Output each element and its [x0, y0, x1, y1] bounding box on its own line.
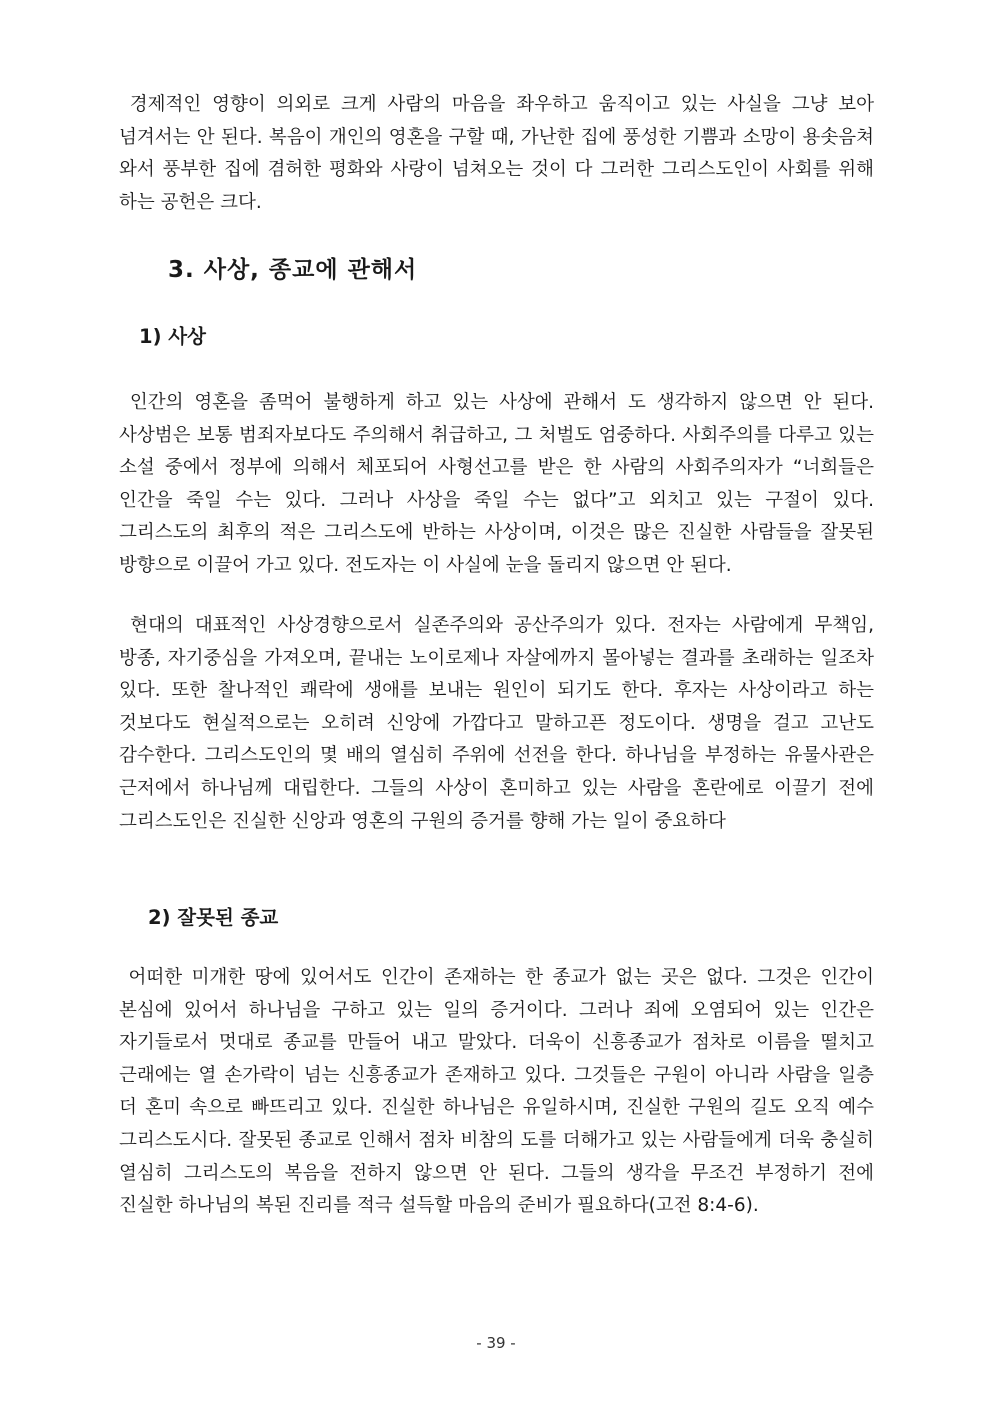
thought-paragraph-2: 현대의 대표적인 사상경향으로서 실존주의와 공산주의가 있다. 전자는 사람에게 무책임, 방종, 자기중심을 가져오며, 끝내는 노이로제나 자살에까지 몰아넣는 결과를 초래하는 일조차 있다. 또한 찰나적인 쾌락에 생애를 보내는 원인이 되기도 한다. 후자는 사상이라고 하는 것보다도 현실적으로는 오히려 신앙에 가깝다고 말하고픈 정도이다. 생명을 걸고 고난도 감수한다. 그리스도인의 몇 배의 열심히 주위에 선전을 한다. 하나님을 부정하는 유물사관은 근저에서 하나님께 대립한다. 그들의 사상이 혼미하고 있는 사람을 혼란에로 이끌기 전에 그리스도인은 진실한 신앙과 영혼의 구원의 증거를 향해 가는 일이 중요하다	[119, 615, 880, 832]
false-religion-paragraph: 어떠한 미개한 땅에 있어서도 인간이 존재하는 한 종교가 없는 곳은 없다. 그것은 인간이 본심에 있어서 하나님을 구하고 있는 일의 증거이다. 그러나 죄에 오염되어 있는 인간은 자기들로서 멋대로 종교를 만들어 내고 말았다. 더욱이 신흥종교가 점차로 이름을 떨치고 근래에는 열 손가락이 넘는 신흥종교가 존재하고 있다. 그것들은 구원이 아니라 사람을 일층 더 혼미 속으로 빠뜨리고 있다. 진실한 하나님은 유일하시며, 진실한 구원의 길도 오직 예수 그리스도시다. 잘못된 종교로 인해서 점차 비참의 도를 더해가고 있는 사람들에게 더욱 충실히 열심히 그리스도의 복음을 전하지 않으면 안 된다. 그들의 생각을 무조건 부정하기 전에 진실한 하나님의 복된 진리를 적극 설득할 마음의 준비가 필요하다(고전 8:4-6).	[119, 967, 880, 1217]
page-number: - 39 -	[476, 1334, 516, 1352]
subsection-heading-false-religion: 2) 잘못된 종교	[148, 906, 279, 929]
intro-paragraph: 경제적인 영향이 의외로 크게 사람의 마음을 좌우하고 움직이고 있는 사실을 그냥 보아 넘겨서는 안 된다. 복음이 개인의 영혼을 구할 때, 가난한 집에 풍성한 기쁨과 소망이 용솟음쳐 와서 풍부한 집에 겸허한 평화와 사랑이 넘쳐오는 것이 다 그러한 그리스도인이 사회를 위해 하는 공헌은 크다.	[119, 94, 880, 213]
section-heading: 3. 사상, 종교에 관해서	[168, 257, 418, 283]
thought-paragraph-1: 인간의 영혼을 좀먹어 불행하게 하고 있는 사상에 관해서 도 생각하지 않으면 안 된다. 사상범은 보통 범죄자보다도 주의해서 취급하고, 그 처벌도 엄중하다. 사회주의를 다루고 있는 소설 중에서 정부에 의해서 체포되어 사형선고를 받은 한 사람의 사회주의자가 “너희들은 인간을 죽일 수는 있다. 그러나 사상을 죽일 수는 없다”고 외치고 있는 구절이 있다. 그리스도의 최후의 적은 그리스도에 반하는 사상이며, 이것은 많은 진실한 사람들을 잘못된 방향으로 이끌어 가고 있다. 전도자는 이 사실에 눈을 돌리지 않으면 안 된다.	[119, 392, 880, 576]
subsection-heading-thought: 1) 사상	[139, 325, 206, 348]
